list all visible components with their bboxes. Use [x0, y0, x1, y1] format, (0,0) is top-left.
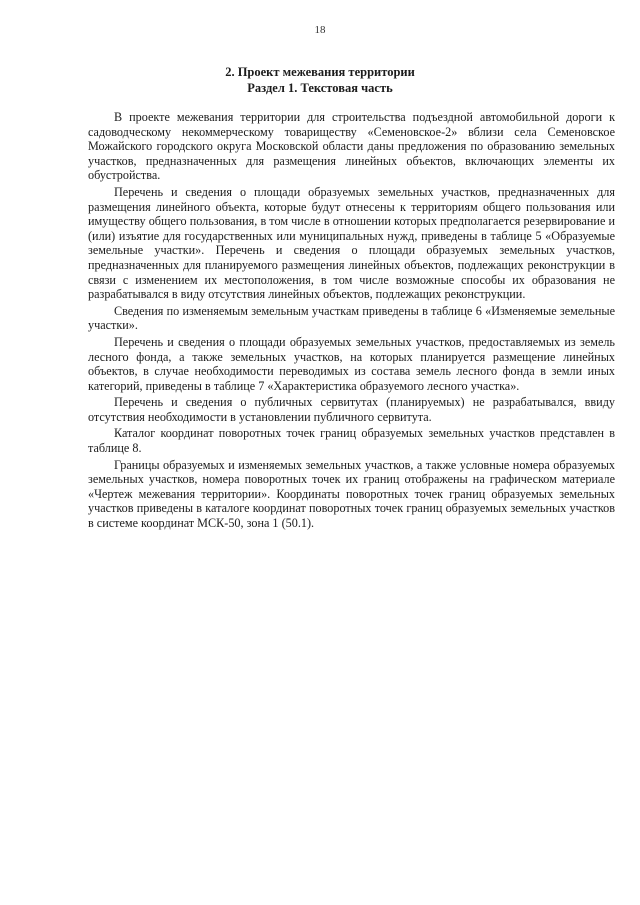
section-title: 2. Проект межевания территории	[225, 65, 415, 79]
body-text	[88, 110, 615, 533]
paragraph: Перечень и сведения о площади образуемых земельных участков, предоставляемых из земель лесного фонда, а также земельных участков, на которых планируется размещение линейных объектов, в случае необходимости переводимых из состава земель лесного фонда в земли иных категорий, приведены в таблице 7 «Характеристика образуемого лесного участка».	[88, 334, 615, 393]
page-number: 18	[314, 24, 326, 36]
paragraph: Сведения по изменяемым земельным участкам приведены в таблице 6 «Изменяемые земельные участки».	[88, 303, 615, 333]
paragraph: Перечень и сведения о публичных сервитутах (планируемых) не разрабатывался, ввиду отсутствия необходимости в установлении публичного сервитута.	[88, 395, 615, 424]
paragraph: Каталог координат поворотных точек границ образуемых земельных участков представлен в таблице 8.	[88, 426, 615, 456]
paragraph: Перечень и сведения о площади образуемых земельных участков, предназначенных для размещения линейного объекта, которые будут отнесены к территориям общего пользования или имуществу общего пользования, в том числе в отношении которых предполагается резервирование и (или) изъятие для государственных или муниципальных нужд, приведены в таблице 5 «Образуемые земельные участки». Перечень и сведения о площади образуемых земельных участков, предназначенных для планируемого размещения линейных объектов, подлежащих реконструкции в связи с изменением их местоположения, в том числе возможные способы их образования не разрабатывался в виду отсутствия линейных объектов, подлежащих реконструкции.	[88, 184, 615, 302]
paragraph: В проекте межевания территории для строительства подъездной автомобильной дороги к садоводческому некоммерческому товариществу «Семеновское-2» вблизи села Семеновское Можайского городского округа Московской области даны предложения по образованию земельных участков, предназначенных для размещения линейных объектов, включающих элементы их обустройства.	[88, 110, 615, 183]
section-heading	[0, 64, 640, 96]
subsection-title: Раздел 1. Текстовая часть	[247, 81, 393, 95]
paragraph: Границы образуемых и изменяемых земельных участков, а также условные номера образуемых земельных участков, номера поворотных точек их границ отображены на графическом материале «Чертеж межевания территории». Координаты поворотных точек границ образуемых земельных участков приведены в каталоге координат поворотных точек границ образуемых земельных участков в системе координат МСК-50, зона 1 (50.1).	[88, 457, 615, 531]
